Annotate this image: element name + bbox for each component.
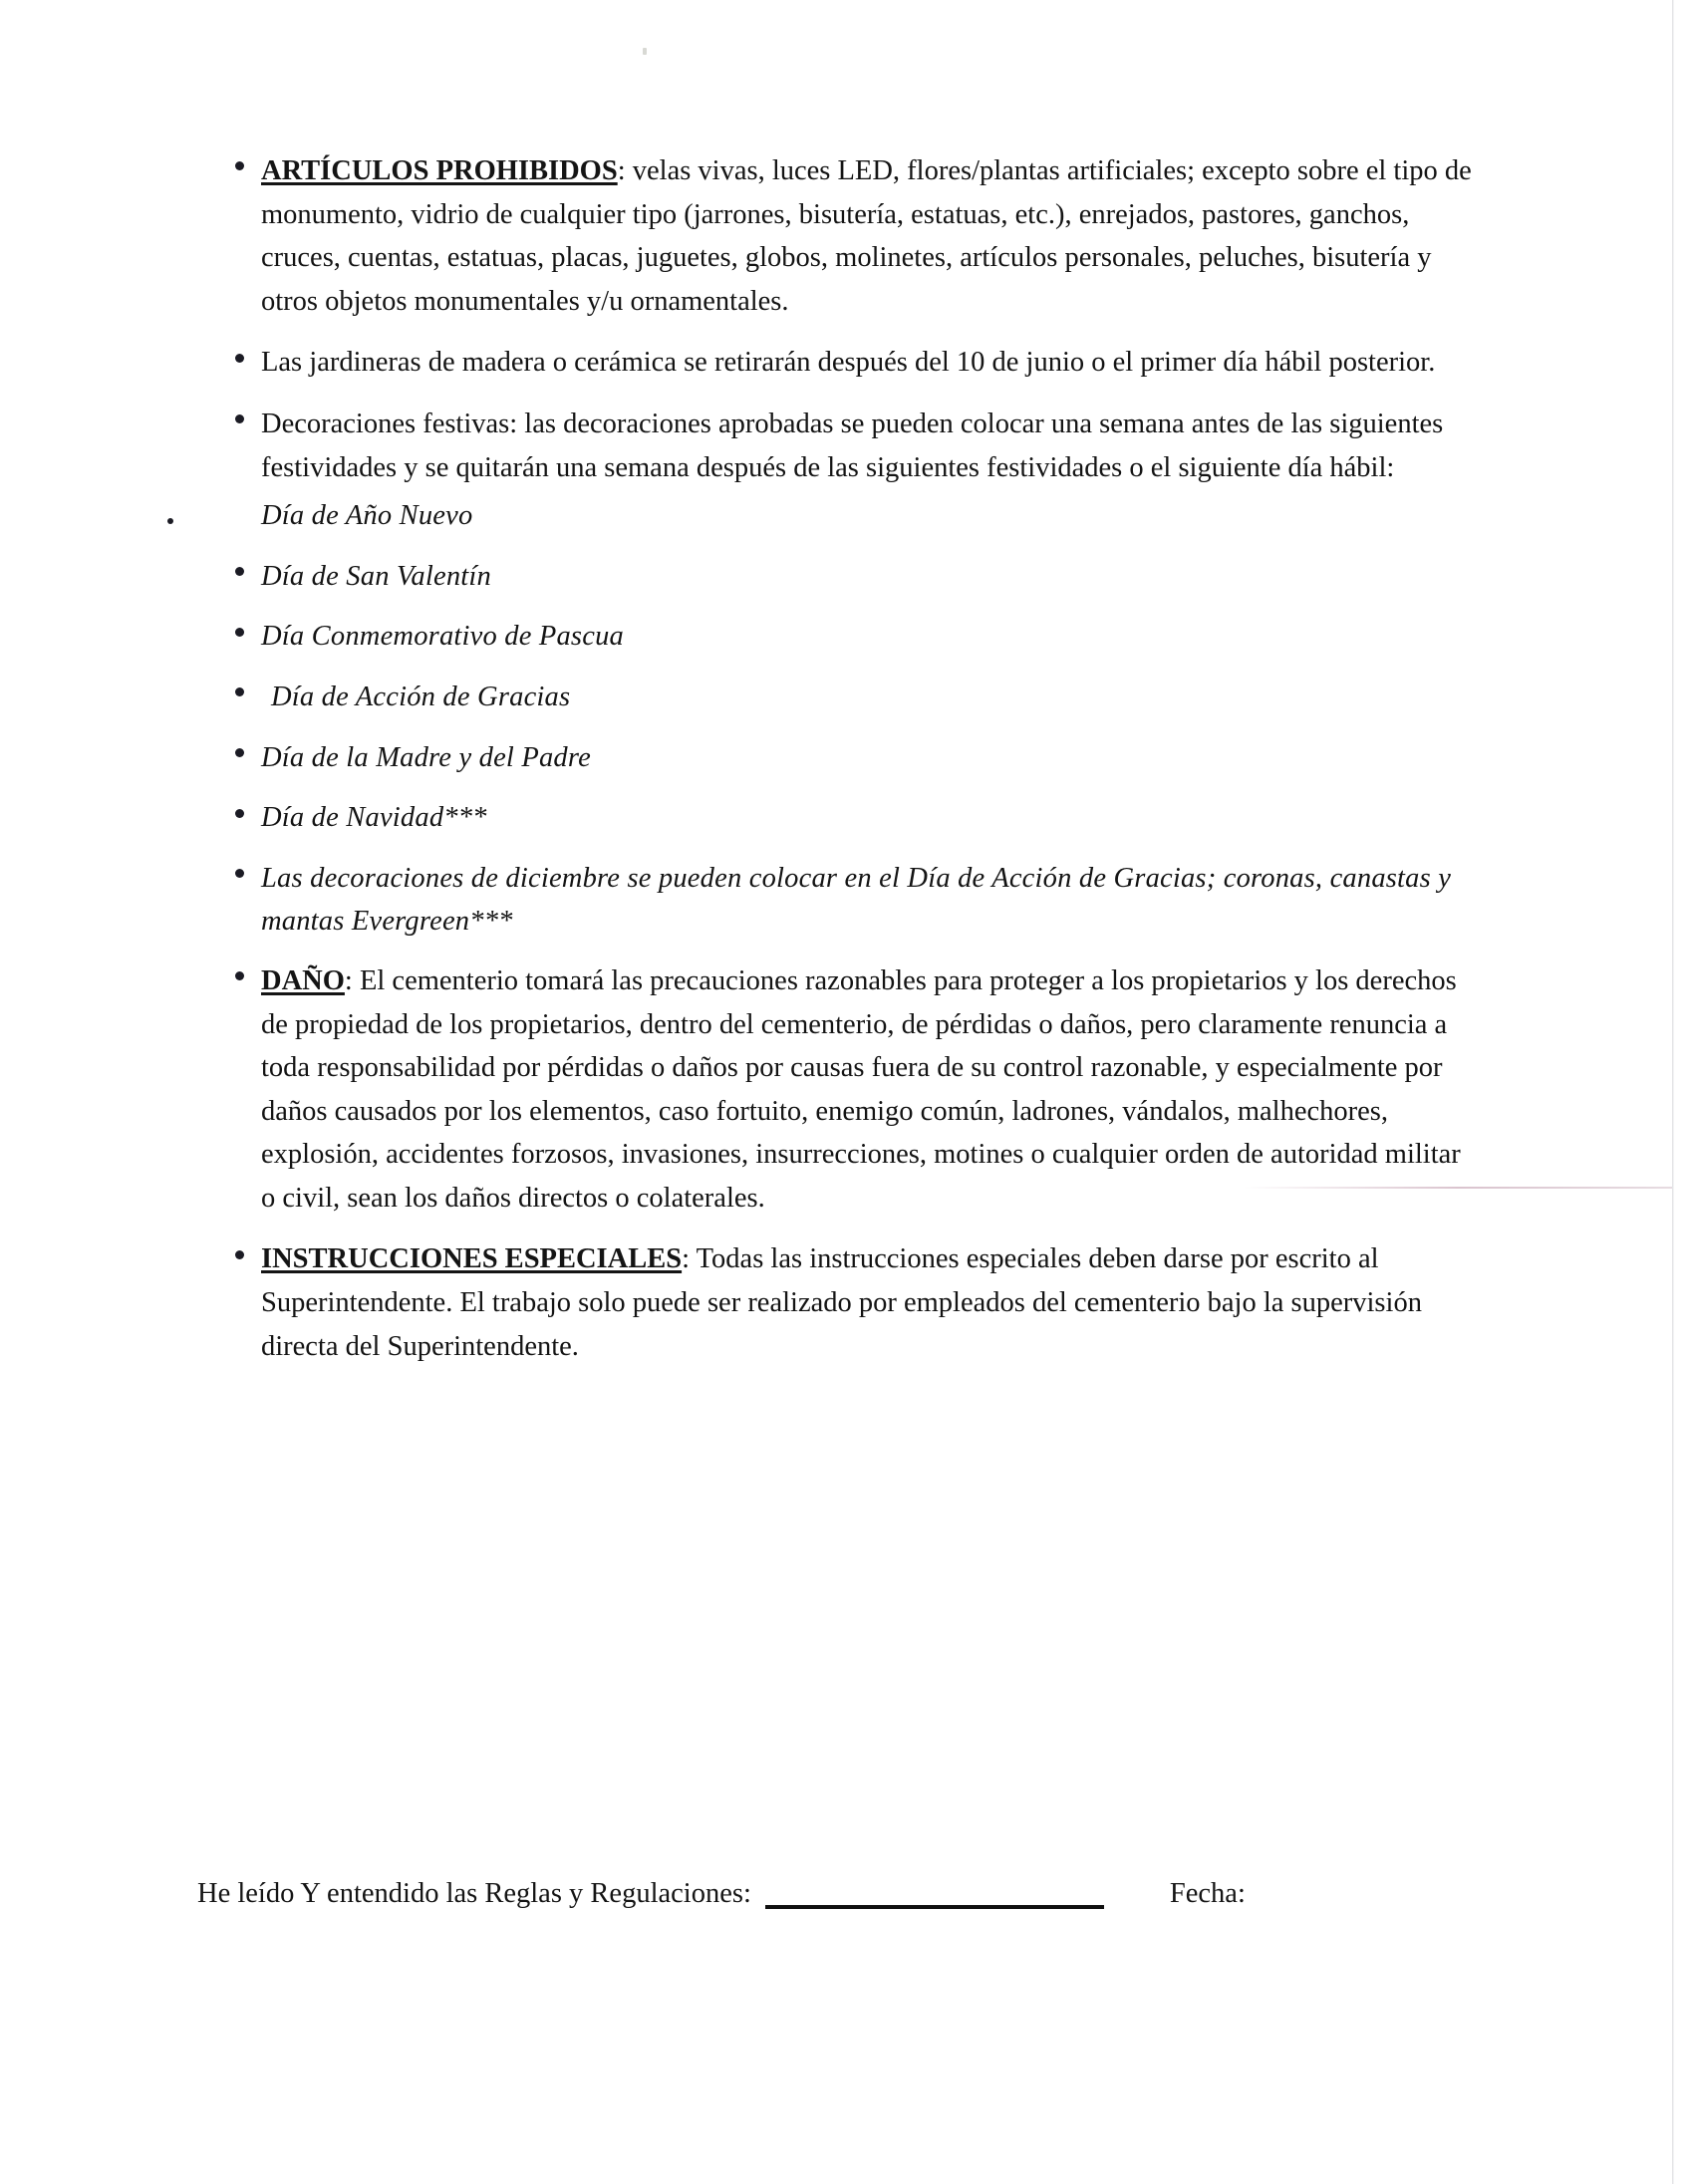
holiday-label-valentines-day: Día de San Valentín [261, 560, 491, 592]
scan-speck-artifact [643, 48, 647, 55]
holiday-label-new-year: Día de Año Nuevo [261, 500, 473, 532]
rule-item-planters [0, 341, 1687, 385]
bullet-icon [235, 403, 257, 446]
bullet-icon [235, 796, 257, 840]
rule-text-prohibited-items: : velas vivas, luces LED, flores/plantas artificiales; excepto sobre el tipo de monumento, vidrio de cualquier tipo (jarrones, bisutería, estatuas, etc.), enrejados, pastores, ganchos, cruces, cuentas, estatuas, placas, juguetes, globos, molinetes, artículos personales, peluches, bisutería y otros objetos monumentales y/u ornamentales. [261, 155, 1472, 317]
rule-item-prohibited-items [0, 149, 1687, 323]
date-label: Fecha: [1169, 1878, 1246, 1909]
holiday-label-easter: Día Conmemorativo de Pascua [261, 621, 624, 653]
bullet-icon [235, 615, 257, 659]
rule-text-special-instructions: : Todas las instrucciones especiales deben darse por escrito al Superintendente. El trabajo solo puede ser realizado por empleados del cementerio bajo la supervisión directa del Superintendente. [261, 1243, 1422, 1362]
rule-lead-label-special-instructions: INSTRUCCIONES ESPECIALES [261, 1243, 683, 1275]
acknowledgement-label: He leído Y entendido las Reglas y Regulaciones: [197, 1878, 751, 1909]
rule-text-holiday-decorations: Decoraciones festivas: las decoraciones aprobadas se pueden colocar una semana antes de las siguientes festividades y se quitarán una semana después de las siguientes festividades o el siguiente día hábil: [261, 408, 1444, 483]
holiday-item-december-decorations [0, 857, 1687, 944]
period-bullet-icon [167, 494, 189, 538]
bullet-icon [235, 555, 257, 599]
rule-lead-label-damage: DAÑO [261, 964, 345, 996]
holiday-item-valentines-day [0, 555, 1687, 599]
bullet-icon [235, 1237, 257, 1281]
bullet-icon [235, 149, 257, 193]
holiday-item-new-year [0, 494, 1687, 538]
rule-text-planters: Las jardineras de madera o cerámica se retirarán después del 10 de junio o el primer día hábil posterior. [261, 347, 1436, 379]
holiday-label-december-decorations: Las decoraciones de diciembre se pueden colocar en el Día de Acción de Gracias; coronas, canastas y mantas Evergreen*** [261, 862, 1452, 938]
holiday-item-mothers-fathers-day [0, 736, 1687, 780]
bullet-icon [235, 676, 257, 719]
holiday-item-easter [0, 615, 1687, 659]
holiday-label-mothers-fathers-day: Día de la Madre y del Padre [261, 741, 591, 773]
rule-item-special-instructions [0, 1237, 1687, 1368]
rule-lead-label-prohibited-items: ARTÍCULOS PROHIBIDOS [261, 155, 618, 186]
rules-list [0, 149, 1687, 1368]
bullet-icon [235, 959, 257, 1003]
holiday-item-thanksgiving [0, 676, 1687, 719]
bullet-icon [235, 341, 257, 385]
bullet-icon [235, 857, 257, 901]
holiday-label-thanksgiving: Día de Acción de Gracias [271, 681, 571, 712]
rule-item-holiday-decorations [0, 403, 1687, 489]
holiday-label-christmas: Día de Navidad*** [261, 802, 487, 834]
document-body [0, 149, 1687, 1373]
holiday-item-christmas [0, 796, 1687, 840]
bullet-icon [235, 736, 257, 780]
rule-text-damage: : El cementerio tomará las precauciones razonables para proteger a los propietarios y los derechos de propiedad de los propietarios, dentro del cementerio, de pérdidas o daños, pero claramente renuncia a toda responsabilidad por pérdidas o daños por causas fuera de su control razonable, y especialmente por daños causados por los elementos, caso fortuito, enemigo común, ladrones, vándalos, malhechores, explosión, accidentes forzosos, invasiones, insurrecciones, motines o cualquier orden de autoridad militar o civil, sean los daños directos o colaterales. [261, 964, 1461, 1214]
rule-item-damage [0, 959, 1687, 1221]
signature-line-field[interactable] [765, 1904, 1104, 1909]
signature-row [0, 1873, 1687, 1916]
